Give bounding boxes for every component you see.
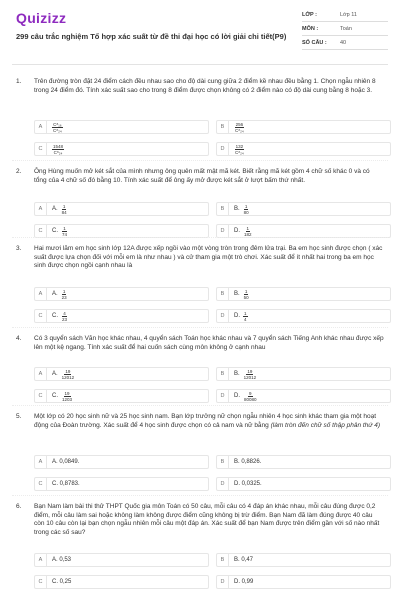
fraction bbox=[243, 391, 258, 402]
fraction-denominator: 23 bbox=[61, 294, 67, 300]
fraction bbox=[61, 204, 68, 215]
option-letter: C bbox=[35, 576, 47, 588]
fraction bbox=[61, 226, 68, 237]
fraction-numerator: 1 bbox=[244, 310, 247, 316]
fraction-denominator: 74 bbox=[62, 231, 68, 237]
fraction-numerator: 4 bbox=[63, 310, 66, 316]
fraction bbox=[243, 289, 250, 300]
document-title: 299 câu trắc nghiệm Tổ hợp xác suất từ đề thi đại học có lời giải chi tiết(P9) bbox=[16, 32, 287, 41]
fraction-numerator: 1 bbox=[63, 225, 66, 231]
question-number: 2. bbox=[16, 168, 22, 175]
option-value: D. 0,99 bbox=[234, 579, 254, 585]
option-letter: D bbox=[217, 225, 229, 237]
fraction-denominator: C⁸₂₄ bbox=[53, 149, 63, 155]
option-value: D. 0,0325. bbox=[234, 481, 262, 487]
option-letter: C bbox=[35, 390, 47, 402]
answer-option-d[interactable] bbox=[216, 575, 391, 589]
option-letter: D bbox=[217, 390, 229, 402]
fraction bbox=[52, 122, 63, 133]
question-separator bbox=[12, 327, 388, 328]
option-prefix: D. bbox=[234, 228, 240, 234]
question-text: Hai mươi lăm em học sinh lớp 12A được xếp ngồi vào một vòng tròn trong đêm lửa trại. Ba em học sinh được chọn ( xác suất được lựa chọn đối với mỗi em là như nhau ) và cử tham gia một trò chơi. Xác suất để ít nhất hai trong ba em học sinh được chọn ngồi cạnh nhau là bbox=[34, 245, 383, 270]
question-text: Một lớp có 20 học sinh nữ và 25 học sinh nam. Bạn lớp trưởng nữ chọn ngẫu nhiên 4 học sinh khác tham gia một hoạt động của Đoàn trường. Xác suất để 4 học sinh được chọn có cả nam và nữ bằng (làm tròn đến chữ số thập phân thứ 4) bbox=[34, 413, 381, 429]
option-value bbox=[229, 369, 257, 380]
option-value bbox=[47, 369, 75, 380]
fraction bbox=[61, 391, 73, 402]
option-value: A. 0,0849. bbox=[52, 459, 80, 465]
option-letter: B bbox=[217, 203, 229, 215]
fraction bbox=[243, 204, 250, 215]
option-letter: B bbox=[217, 288, 229, 300]
option-value bbox=[47, 289, 68, 300]
fraction bbox=[52, 144, 64, 155]
meta-value: 40 bbox=[340, 39, 347, 46]
fraction-numerator: C⁸₁₆ bbox=[53, 121, 62, 127]
option-letter: C bbox=[35, 225, 47, 237]
option-value: B. 0,8826. bbox=[234, 459, 262, 465]
fraction-numerator: 19 bbox=[65, 368, 71, 374]
fraction-denominator: 80080 bbox=[244, 396, 257, 402]
meta-value: Lớp 11 bbox=[340, 11, 357, 18]
question-number: 3. bbox=[16, 245, 22, 252]
option-value bbox=[47, 204, 68, 215]
option-letter: A bbox=[35, 554, 47, 566]
answer-option-d[interactable] bbox=[216, 142, 391, 156]
option-letter: B bbox=[217, 554, 229, 566]
fraction bbox=[61, 289, 68, 300]
option-value bbox=[229, 122, 245, 133]
answer-option-a[interactable] bbox=[34, 553, 209, 567]
answer-option-a[interactable] bbox=[34, 287, 209, 301]
fraction-denominator: C⁸₂₄ bbox=[53, 127, 62, 133]
question-number: 1. bbox=[16, 78, 22, 85]
option-letter: B bbox=[217, 121, 229, 133]
fraction-numerator: 256 bbox=[235, 121, 244, 127]
option-value bbox=[229, 226, 253, 237]
fraction-numerator: 1548 bbox=[53, 143, 64, 149]
answer-option-a[interactable] bbox=[34, 367, 209, 381]
fraction-numerator: 1 bbox=[62, 288, 66, 294]
option-letter: A bbox=[35, 456, 47, 468]
answer-option-b[interactable] bbox=[216, 553, 391, 567]
question-text: Bạn Nam làm bài thi thử THPT Quốc gia môn Toán có 50 câu, mỗi câu có 4 đáp án khác nhau, mỗi câu đúng được 0,2 điểm, mỗi câu làm sai hoặc không làm không được điểm cũng không bị trừ điểm. Bạn Nam đã làm đúng được 40 câu còn 10 câu còn lại bạn chọn ngẫu nhiên mỗi câu một đáp án. Xác suất để bạn Nam được trên điểm gần với số nào nhất trong các số sau? bbox=[34, 503, 380, 536]
fraction-denominator: C⁸₂₄ bbox=[235, 127, 244, 133]
fraction-denominator: 50 bbox=[243, 294, 249, 300]
meta-key: SỐ CÂU : bbox=[302, 39, 327, 46]
answer-option-c[interactable] bbox=[34, 142, 209, 156]
option-value bbox=[229, 144, 245, 155]
question-note: (làm tròn đến chữ số thập phân thứ 4) bbox=[270, 421, 381, 429]
option-value: C. 0,25 bbox=[52, 579, 72, 585]
option-prefix: A. bbox=[52, 291, 58, 297]
answer-option-c[interactable] bbox=[34, 224, 209, 238]
question-separator bbox=[12, 237, 388, 238]
option-letter: A bbox=[35, 368, 47, 380]
fraction-numerator: 1 bbox=[244, 203, 248, 209]
meta-key: MÔN : bbox=[302, 25, 319, 32]
fraction-numerator: 132 bbox=[235, 143, 244, 149]
question-separator bbox=[12, 405, 388, 406]
option-letter: D bbox=[217, 143, 229, 155]
answer-option-a[interactable] bbox=[34, 455, 209, 469]
meta-row-class bbox=[302, 8, 388, 22]
fraction bbox=[243, 369, 258, 380]
meta-value: Toán bbox=[340, 25, 352, 32]
fraction-numerator: 1 bbox=[244, 288, 248, 294]
option-letter: C bbox=[35, 478, 47, 490]
header-divider bbox=[12, 64, 388, 65]
fraction-denominator: C⁸₂₄ bbox=[235, 149, 244, 155]
fraction bbox=[234, 144, 245, 155]
option-value bbox=[229, 391, 258, 402]
fraction-denominator: 23 bbox=[62, 316, 68, 322]
option-prefix: C. bbox=[52, 393, 58, 399]
answer-option-a[interactable] bbox=[34, 202, 209, 216]
option-value bbox=[47, 226, 68, 237]
answer-option-c[interactable] bbox=[34, 309, 209, 323]
option-prefix: C. bbox=[52, 313, 58, 319]
meta-row-count bbox=[302, 36, 388, 50]
fraction-denominator: 182 bbox=[244, 231, 252, 237]
answer-option-b[interactable] bbox=[216, 287, 391, 301]
meta-row-subject bbox=[302, 22, 388, 36]
option-letter: A bbox=[35, 288, 47, 300]
fraction-denominator: 1203 bbox=[62, 396, 73, 402]
option-value bbox=[47, 122, 63, 133]
answer-option-b[interactable] bbox=[216, 120, 391, 134]
answer-option-d[interactable] bbox=[216, 224, 391, 238]
fraction bbox=[243, 226, 253, 237]
answer-option-a[interactable] bbox=[34, 120, 209, 134]
answer-option-b[interactable] bbox=[216, 202, 391, 216]
option-letter: A bbox=[35, 203, 47, 215]
option-prefix: B. bbox=[234, 206, 240, 212]
meta-table bbox=[302, 8, 388, 50]
question-separator bbox=[12, 160, 388, 161]
fraction-denominator: 84 bbox=[61, 209, 67, 215]
fraction-numerator: 1 bbox=[246, 225, 250, 231]
option-letter: A bbox=[35, 121, 47, 133]
option-value bbox=[229, 289, 250, 300]
option-prefix: B. bbox=[234, 291, 240, 297]
question-number: 5. bbox=[16, 413, 22, 420]
option-prefix: A. bbox=[52, 371, 58, 377]
fraction-denominator: 12012 bbox=[243, 374, 257, 380]
answer-option-c[interactable] bbox=[34, 477, 209, 491]
fraction-numerator: 19 bbox=[64, 390, 70, 396]
question-text: Ông Hùng muốn mở két sắt của mình nhưng ông quên mất mật mã két. Biết rằng mã két gồm 4 chữ số khác 0 và có tổng của 4 chữ số đó bằng 10. Tính xác suất để ông ấy mở được két sắt ở lượt bấm thứ nhất. bbox=[34, 168, 370, 184]
fraction-numerator: 1 bbox=[62, 203, 66, 209]
option-letter: C bbox=[35, 310, 47, 322]
fraction bbox=[61, 311, 68, 322]
option-letter: B bbox=[217, 368, 229, 380]
option-value bbox=[47, 144, 64, 155]
meta-key: LỚP : bbox=[302, 11, 317, 18]
option-value bbox=[47, 391, 73, 402]
option-prefix: D. bbox=[234, 393, 240, 399]
option-letter: D bbox=[217, 576, 229, 588]
option-prefix: D. bbox=[234, 313, 240, 319]
question-separator bbox=[12, 495, 388, 496]
answer-option-c[interactable] bbox=[34, 575, 209, 589]
option-value: A. 0,53 bbox=[52, 557, 72, 563]
answer-option-c[interactable] bbox=[34, 389, 209, 403]
fraction-denominator: 80 bbox=[243, 209, 249, 215]
fraction-numerator: 19 bbox=[247, 368, 253, 374]
option-prefix: A. bbox=[52, 206, 58, 212]
fraction-denominator: 12012 bbox=[61, 374, 75, 380]
answer-option-b[interactable] bbox=[216, 367, 391, 381]
question-number: 4. bbox=[16, 335, 22, 342]
page-header bbox=[0, 0, 400, 62]
answer-option-d[interactable] bbox=[216, 477, 391, 491]
option-value: C. 0,8783. bbox=[52, 481, 80, 487]
quizizz-logo[interactable]: Quizizz bbox=[16, 10, 67, 26]
option-prefix: B. bbox=[234, 371, 240, 377]
fraction bbox=[243, 311, 248, 322]
option-letter: D bbox=[217, 478, 229, 490]
option-letter: B bbox=[217, 456, 229, 468]
question-number: 6. bbox=[16, 503, 22, 510]
answer-option-d[interactable] bbox=[216, 309, 391, 323]
fraction-numerator: 9 bbox=[249, 390, 252, 396]
option-prefix: C. bbox=[52, 228, 58, 234]
question-text: Có 3 quyển sách Văn học khác nhau, 4 quyển sách Toán học khác nhau và 7 quyển sách Tiếng Anh khác nhau được xếp lên một kệ ngang. Tính xác suất để hai cuốn sách cùng môn không ở cạnh nhau bbox=[34, 335, 384, 351]
fraction bbox=[234, 122, 245, 133]
option-letter: D bbox=[217, 310, 229, 322]
option-value: B. 0,47 bbox=[234, 557, 254, 563]
fraction bbox=[61, 369, 76, 380]
fraction-denominator: 4 bbox=[244, 316, 247, 322]
question-text: Trên đường tròn đặt 24 điểm cách đều nhau sao cho độ dài cung giữa 2 điểm kề nhau đều bằng 1. Chọn ngẫu nhiên 8 trong 24 điểm đó. Tính xác suất sao cho trong 8 điểm được chọn không có 2 điểm nào có độ dài cung bằng 8 hoặc 3. bbox=[34, 78, 376, 94]
option-value bbox=[229, 311, 248, 322]
option-value bbox=[229, 204, 250, 215]
option-letter: C bbox=[35, 143, 47, 155]
option-value bbox=[47, 311, 68, 322]
answer-option-d[interactable] bbox=[216, 389, 391, 403]
answer-option-b[interactable] bbox=[216, 455, 391, 469]
